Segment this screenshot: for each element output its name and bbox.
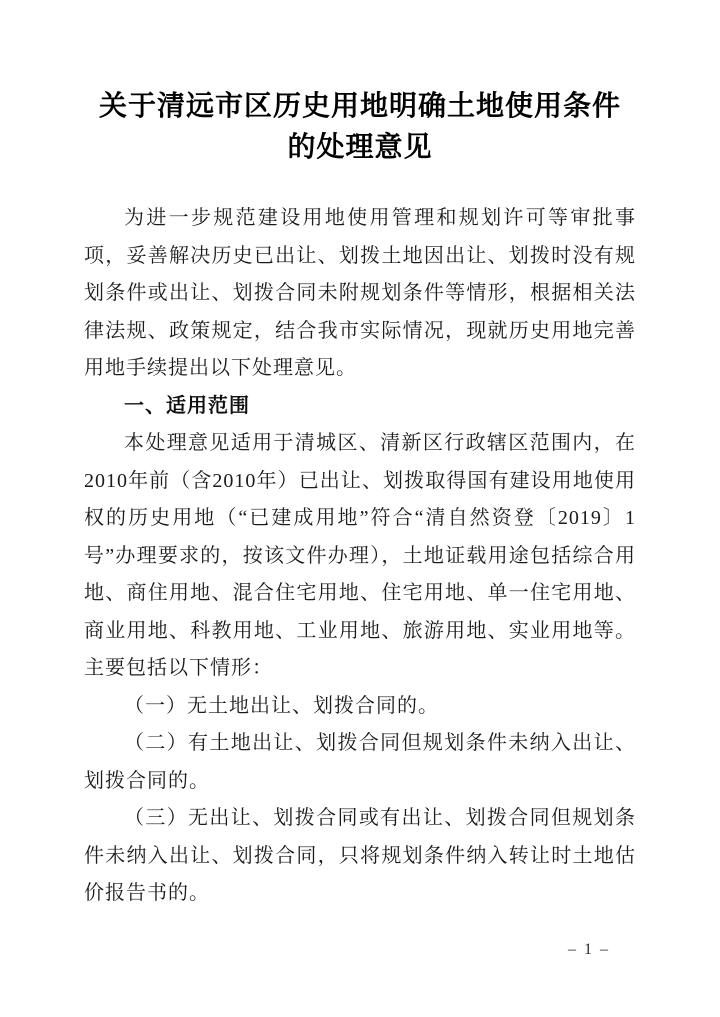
section-1-heading: 一、适用范围 (124, 394, 250, 417)
page-number: – 1 – (568, 941, 610, 958)
document-title-line-1: 关于清远市区历史用地明确土地使用条件 (98, 91, 621, 122)
document-body (84, 200, 636, 913)
section-1-item-2: （二）有土地出让、划拨合同但规划条件未纳入出让、划拨合同的。 (84, 732, 636, 792)
section-1-intro-paragraph: 本处理意见适用于清城区、清新区行政辖区范围内，在2010年前（含2010年）已出让、划拨取得国有建设用地使用权的历史用地（“已建成用地”符合“清自然资登〔2019〕1号”办理要求的，按该文件办理），土地证载用途包括综合用地、商住用地、混合住宅用地、住宅用地、单一住宅用地、商业用地、科教用地、工业用地、旅游用地、实业用地等。主要包括以下情形： (84, 432, 636, 679)
section-1-item-1: （一）无土地出让、划拨合同的。 (124, 694, 439, 717)
section-1-item-3: （三）无出让、划拨合同或有出让、划拨合同但规划条件未纳入出让、划拨合同，只将规划条件纳入转让时土地估价报告书的。 (84, 807, 636, 904)
document-title-line-2: 的处理意见 (287, 132, 433, 163)
document-content (84, 86, 636, 913)
document-title (84, 86, 636, 168)
intro-paragraph: 为进一步规范建设用地使用管理和规划许可等审批事项，妥善解决历史已出让、划拨土地因出让、划拨时没有规划条件或出让、划拨合同未附规划条件等情形，根据相关法律法规、政策规定，结合我市实际情况，现就历史用地完善用地手续提出以下处理意见。 (84, 207, 636, 379)
